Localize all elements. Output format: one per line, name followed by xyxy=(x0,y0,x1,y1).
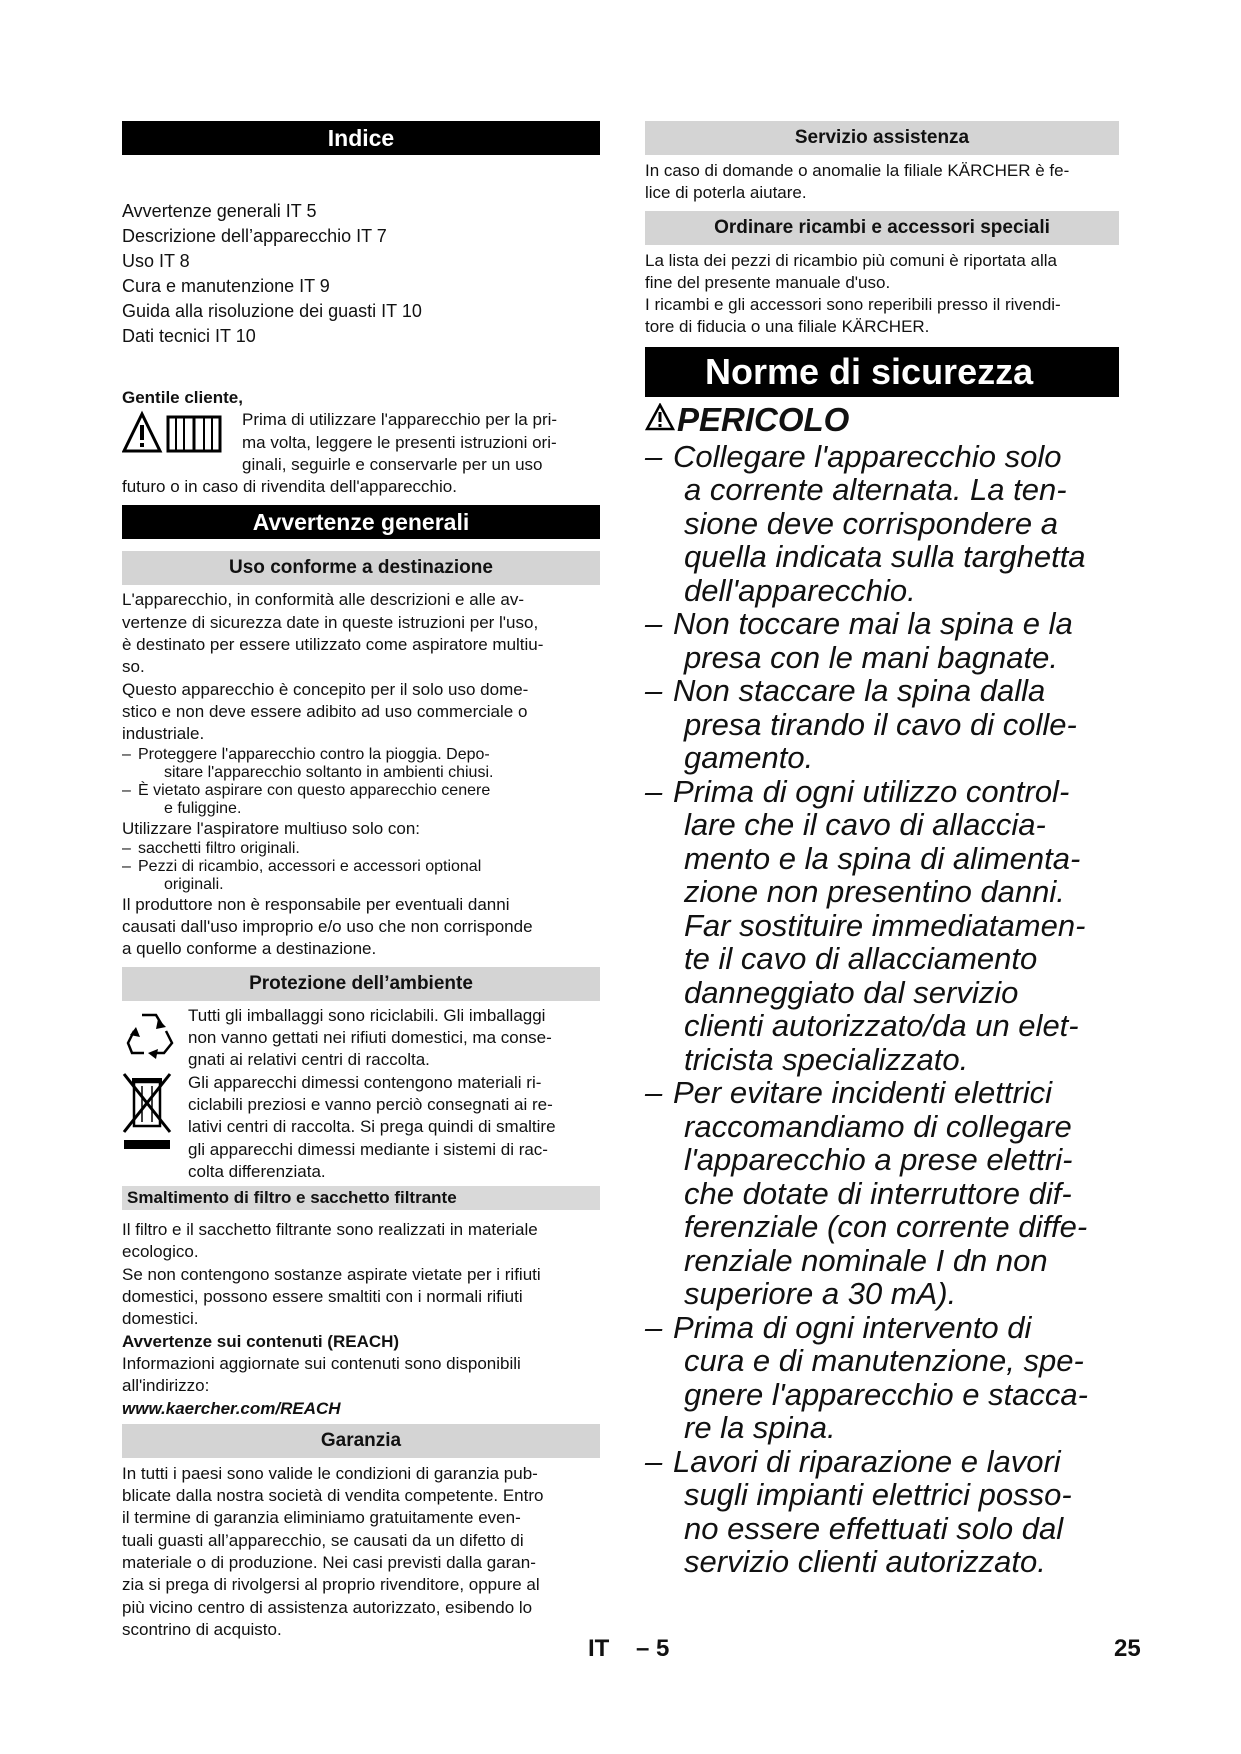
text-line: l'apparecchio a prese elettri- xyxy=(684,1142,1073,1178)
ambiente-block-1 xyxy=(122,1005,600,1072)
table-of-contents xyxy=(122,199,600,349)
list-item xyxy=(122,782,600,818)
text-line: mento e la spina di alimenta- xyxy=(684,840,1081,876)
safety-list-item xyxy=(645,440,1119,608)
text-line: cura e di manutenzione, spe- xyxy=(684,1343,1084,1379)
text-line: no essere effettuati solo dal xyxy=(684,1510,1064,1546)
text-line: lice di poterla aiutare. xyxy=(645,183,807,203)
dash-mark: – xyxy=(122,839,131,857)
text-line: blicate dalla nostra società di vendita competente. Entro xyxy=(122,1486,544,1506)
safety-list xyxy=(645,440,1119,1579)
text-line: te il cavo di allacciamento xyxy=(684,941,1038,977)
text-line: renziale nominale I dn non xyxy=(684,1242,1048,1278)
servizio-heading: Servizio assistenza xyxy=(645,121,1119,155)
dash-mark: – xyxy=(122,781,131,799)
text-line: Il produttore non è responsabile per eventuali danni xyxy=(122,894,510,914)
text-line: tuali guasti all’apparecchio, se causati da un difetto di xyxy=(122,1530,524,1550)
text-line: clienti autorizzato/da un elet- xyxy=(684,1008,1079,1044)
text-line: scontrino di acquisto. xyxy=(122,1619,282,1639)
ambiente-heading: Protezione dell’ambiente xyxy=(122,967,600,1001)
text-line: Tutti gli imballaggi sono riciclabili. Gli imballaggi xyxy=(188,1005,546,1025)
toc-item[interactable]: Guida alla risoluzione dei guasti IT 10 xyxy=(122,301,422,321)
text-line: dell'apparecchio. xyxy=(684,572,916,608)
text-line: In caso di domande o anomalie la filiale KÄRCHER è fe- xyxy=(645,161,1070,180)
text-line: gnati ai relativi centri di raccolta. xyxy=(188,1050,430,1070)
reach-link[interactable]: www.kaercher.com/REACH xyxy=(122,1398,341,1418)
gentile-block xyxy=(122,409,600,476)
text-line: ecologico. xyxy=(122,1242,199,1262)
text-line: Informazioni aggiornate sui contenuti sono disponibili xyxy=(122,1353,521,1373)
text-line: Per evitare incidenti elettrici xyxy=(673,1075,1053,1111)
dash-mark: – xyxy=(645,773,663,809)
text-line: originali. xyxy=(164,875,224,893)
list-item xyxy=(122,746,600,782)
text-line: zia si prega di rivolgersi al proprio rivenditore, oppure al xyxy=(122,1575,540,1595)
dash-mark: – xyxy=(645,1075,663,1111)
garanzia-heading: Garanzia xyxy=(122,1424,600,1458)
text-line: superiore a 30 mA). xyxy=(684,1276,957,1312)
page-number: 25 xyxy=(1114,1635,1141,1662)
dash-mark: – xyxy=(645,438,663,474)
dash-mark: – xyxy=(645,1443,663,1479)
footer-lang-page: IT – 5 xyxy=(588,1635,670,1662)
text-line: re la spina. xyxy=(684,1410,836,1446)
text-line: sugli impianti elettrici posso- xyxy=(684,1477,1072,1513)
text-line: sitare l'apparecchio soltanto in ambienti chiusi. xyxy=(164,763,494,781)
text-line: Prima di ogni intervento di xyxy=(673,1309,1032,1345)
text-line: domestici. xyxy=(122,1309,199,1329)
text-line: I ricambi e gli accessori sono reperibili presso il rivendi- xyxy=(645,295,1061,315)
text-line: Il filtro e il sacchetto filtrante sono realizzati in materiale xyxy=(122,1220,538,1240)
text-line: La lista dei pezzi di ricambio più comuni è riportata alla xyxy=(645,250,1057,270)
text-line: Non staccare la spina dalla xyxy=(673,673,1046,709)
list-item xyxy=(122,840,600,858)
text-line: che dotate di interruttore dif- xyxy=(684,1175,1072,1211)
text-line: a corrente alternata. La ten- xyxy=(684,472,1067,508)
text-line: raccomandiamo di collegare xyxy=(684,1108,1072,1144)
text-line: gli apparecchi dimessi mediante i sistemi di rac- xyxy=(188,1139,548,1159)
dash-mark: – xyxy=(122,857,131,875)
text-line: Lavori di riparazione e lavori xyxy=(673,1443,1061,1479)
text-line: fine del presente manuale d'uso. xyxy=(645,272,891,292)
norme-heading: Norme di sicurezza xyxy=(645,347,1119,397)
text-line: Se non contengono sostanze aspirate vietate per i rifiuti xyxy=(122,1264,541,1284)
text-line: sacchetti filtro originali. xyxy=(138,839,300,857)
weee-bin-icon xyxy=(122,1072,188,1183)
text-line: so. xyxy=(122,657,145,677)
safety-list-item xyxy=(645,674,1119,775)
safety-list-item xyxy=(645,607,1119,674)
text-line: ma volta, leggere le presenti istruzioni ori- xyxy=(242,432,557,452)
recycle-icon xyxy=(122,1005,188,1072)
dash-mark: – xyxy=(645,606,663,642)
warning-icon xyxy=(645,400,677,440)
ricambi-heading: Ordinare ricambi e accessori speciali xyxy=(645,211,1119,245)
text-line: Utilizzare l'aspiratore multiuso solo con: xyxy=(122,818,421,838)
left-column xyxy=(122,121,600,1641)
text-line: gamento. xyxy=(684,740,814,776)
toc-item[interactable]: Cura e manutenzione IT 9 xyxy=(122,276,330,296)
text-line: presa tirando il cavo di colle- xyxy=(684,706,1077,742)
indice-heading: Indice xyxy=(122,121,600,155)
text-line: non vanno gettati nei rifiuti domestici, ma conse- xyxy=(188,1028,552,1048)
text-line: a quello conforme a destinazione. xyxy=(122,939,377,959)
text-line: è destinato per essere utilizzato come aspiratore multiu- xyxy=(122,635,544,655)
text-line: colta differenziata. xyxy=(188,1161,326,1181)
toc-item[interactable]: Avvertenze generali IT 5 xyxy=(122,201,317,221)
text-line: Proteggere l'apparecchio contro la pioggia. Depo- xyxy=(138,745,490,763)
text-line: gnere l'apparecchio e stacca- xyxy=(684,1376,1088,1412)
text-line: In tutti i paesi sono valide le condizioni di garanzia pub- xyxy=(122,1463,538,1483)
toc-item[interactable]: Dati tecnici IT 10 xyxy=(122,326,256,346)
text-line: stico e non deve essere adibito ad uso commerciale o xyxy=(122,701,528,721)
text-line: il termine di garanzia eliminiamo gratuitamente even- xyxy=(122,1508,521,1528)
text-line: danneggiato dal servizio xyxy=(684,974,1019,1010)
avvertenze-heading: Avvertenze generali xyxy=(122,505,600,539)
text-line: L'apparecchio, in conformità alle descrizioni e alle av- xyxy=(122,590,525,610)
text-line: Far sostituire immediatamen- xyxy=(684,907,1086,943)
text-line: materiale o di produzione. Nei casi previsti dalla garan- xyxy=(122,1552,536,1572)
safety-list-item xyxy=(645,775,1119,1077)
text-line: Gli apparecchi dimessi contengono materiali ri- xyxy=(188,1072,542,1092)
dash-mark: – xyxy=(645,673,663,709)
text-line: Prima di ogni utilizzo control- xyxy=(673,773,1070,809)
text-line: sione deve corrispondere a xyxy=(684,505,1058,541)
text-line: futuro o in caso di rivendita dell'apparecchio. xyxy=(122,477,457,497)
text-line: servizio clienti autorizzato. xyxy=(684,1544,1046,1580)
text-line: quella indicata sulla targhetta xyxy=(684,539,1086,575)
ambiente-block-2 xyxy=(122,1072,600,1183)
text-line: ferenziale (con corrente diffe- xyxy=(684,1209,1088,1245)
gentile-title: Gentile cliente, xyxy=(122,388,243,407)
text-line: Prima di utilizzare l'apparecchio per la pri- xyxy=(242,410,558,430)
text-line: domestici, possono essere smaltiti con i normali rifiuti xyxy=(122,1287,523,1307)
text-line: È vietato aspirare con questo apparecchio cenere xyxy=(138,781,491,799)
text-line: all'indirizzo: xyxy=(122,1376,210,1396)
text-line: Questo apparecchio è concepito per il solo uso dome- xyxy=(122,679,529,699)
toc-item[interactable]: Uso IT 8 xyxy=(122,251,190,271)
text-line: causati dall'uso improprio e/o uso che non corrisponde xyxy=(122,917,533,937)
safety-list-item xyxy=(645,1311,1119,1445)
pericolo-text: PERICOLO xyxy=(677,400,850,438)
uso-heading: Uso conforme a destinazione xyxy=(122,551,600,585)
text-line: ciclabili preziosi e vanno perciò consegnati ai re- xyxy=(188,1094,553,1114)
text-line: Collegare l'apparecchio solo xyxy=(673,438,1062,474)
text-line: zione non presentino danni. xyxy=(684,874,1065,910)
text-line: lativi centri di raccolta. Si prega quindi di smaltire xyxy=(188,1117,556,1137)
safety-list-item xyxy=(645,1076,1119,1311)
dash-mark: – xyxy=(122,745,131,763)
text-line: e fuliggine. xyxy=(164,799,242,817)
toc-item[interactable]: Descrizione dell’apparecchio IT 7 xyxy=(122,226,387,246)
reach-title: Avvertenze sui contenuti (REACH) xyxy=(122,1331,400,1351)
text-line: presa con le mani bagnate. xyxy=(684,639,1058,675)
text-line: vertenze di sicurezza date in queste istruzioni per l'uso, xyxy=(122,612,539,632)
text-line: Non toccare mai la spina e la xyxy=(673,606,1073,642)
pericolo-label xyxy=(645,400,1119,440)
dash-mark: – xyxy=(645,1309,663,1345)
safety-list-item xyxy=(645,1445,1119,1579)
smaltimento-heading: Smaltimento di filtro e sacchetto filtrante xyxy=(122,1186,600,1210)
text-line: Pezzi di ricambio, accessori e accessori optional xyxy=(138,857,482,875)
list-item xyxy=(122,858,600,894)
text-line: industriale. xyxy=(122,724,205,744)
right-column xyxy=(645,121,1119,1579)
text-line: più vicino centro di assistenza autorizzato, esibendo lo xyxy=(122,1597,533,1617)
text-line: tore di fiducia o una filiale KÄRCHER. xyxy=(645,317,930,337)
warning-manual-icon xyxy=(122,409,242,476)
text-line: lare che il cavo di allaccia- xyxy=(684,807,1046,843)
text-line: tricista specializzato. xyxy=(684,1041,969,1077)
text-line: ginali, seguirle e conservarle per un uso xyxy=(242,454,543,474)
